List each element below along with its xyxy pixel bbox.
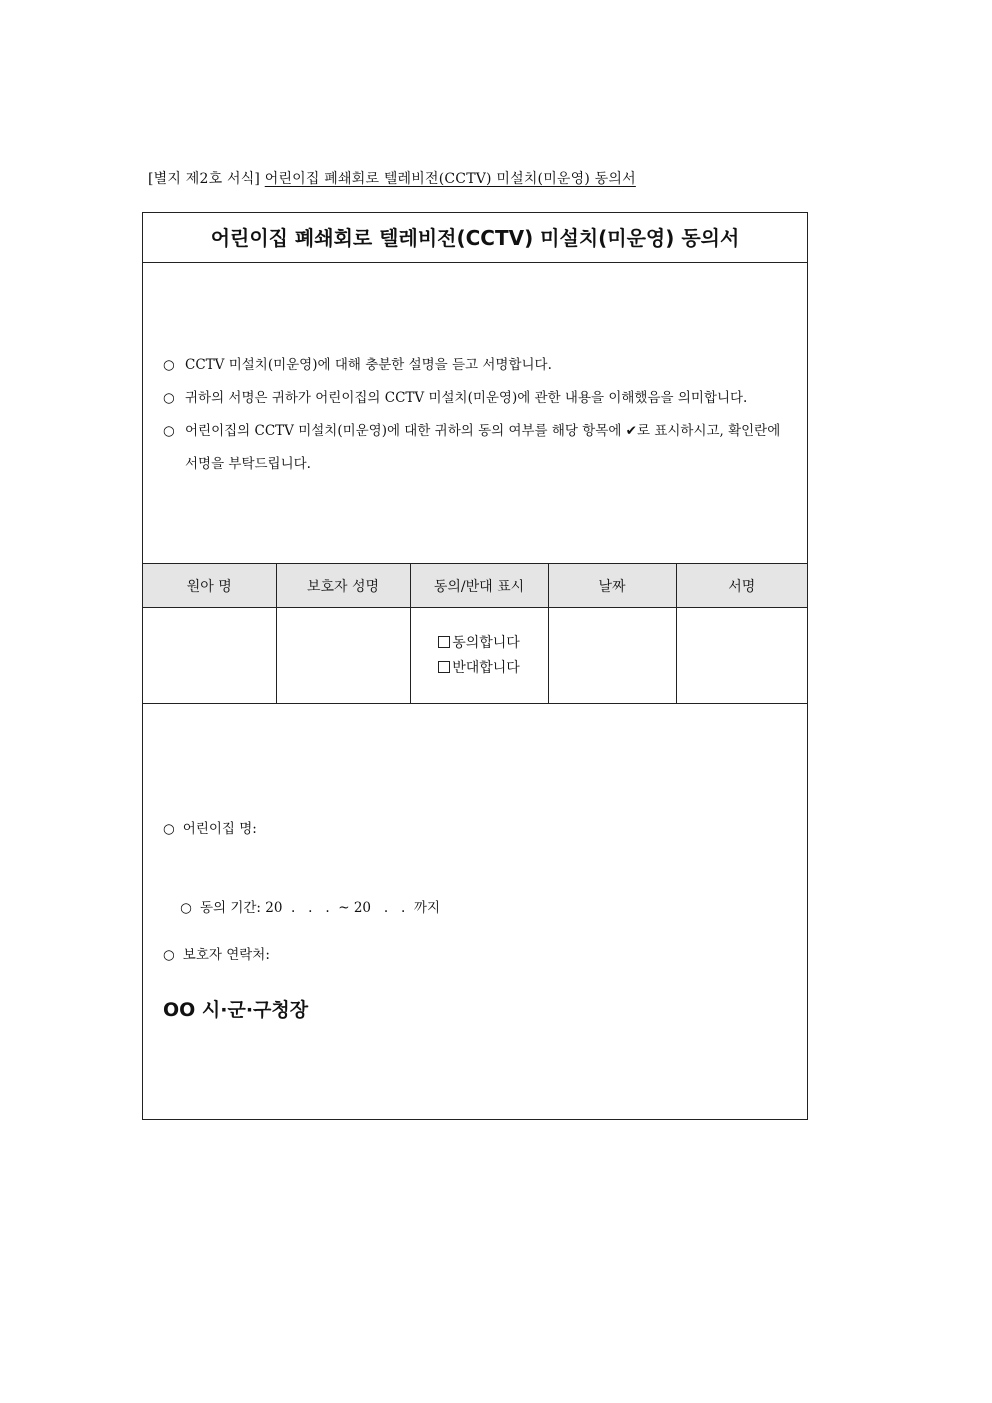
form-caption-title: 어린이집 폐쇄회로 텔레비전(CCTV) 미설치(미운영) 동의서 [264, 171, 636, 187]
header-child-name: 원아 명 [143, 564, 276, 608]
circle-bullet-icon: ○ [180, 900, 192, 916]
daycare-name-label: 어린이집 명: [182, 821, 257, 837]
note-item [163, 415, 793, 481]
header-date: 날짜 [548, 564, 676, 608]
circle-bullet-icon: ○ [163, 821, 175, 837]
consent-form [142, 212, 808, 1120]
signature-cell[interactable] [676, 608, 807, 704]
issuing-authority: OO 시·군·구청장 [163, 999, 309, 1021]
consent-period-line [163, 880, 440, 932]
note-item [163, 382, 793, 415]
note-item [163, 349, 793, 382]
agree-label: 동의합니다 [452, 634, 520, 651]
circle-bullet-icon: ○ [163, 357, 175, 373]
agree-option[interactable] [411, 631, 548, 656]
consent-mark-cell [410, 608, 548, 704]
disagree-label: 반대합니다 [452, 659, 520, 676]
table-header-row [143, 564, 807, 608]
disagree-option[interactable] [411, 656, 548, 681]
note-text: CCTV 미설치(미운영)에 대해 충분한 설명을 듣고 서명합니다. [185, 357, 552, 373]
agree-checkbox-icon[interactable] [438, 636, 450, 648]
date-cell[interactable] [548, 608, 676, 704]
disagree-checkbox-icon[interactable] [438, 661, 450, 673]
guardian-contact-label: 보호자 연락처: [182, 947, 270, 963]
circle-bullet-icon: ○ [163, 390, 175, 406]
header-consent-mark: 동의/반대 표시 [410, 564, 548, 608]
note-text: 귀하의 서명은 귀하가 어린이집의 CCTV 미설치(미운영)에 관한 내용을 이해했음을 의미합니다. [185, 390, 748, 406]
consent-table [143, 563, 807, 704]
form-number: [별지 제2호 서식] [148, 171, 261, 187]
consent-period-label: 동의 기간: 20 . . . ~ 20 . . 까지 [199, 900, 440, 916]
child-name-cell[interactable] [143, 608, 276, 704]
note-text: 어린이집의 CCTV 미설치(미운영)에 대한 귀하의 동의 여부를 해당 항목에 ✔로 표시하시고, 확인란에 서명을 부탁드립니다. [185, 423, 781, 472]
daycare-name-line [163, 817, 257, 837]
header-signature: 서명 [676, 564, 807, 608]
notes-section [163, 349, 793, 481]
guardian-name-cell[interactable] [276, 608, 410, 704]
circle-bullet-icon: ○ [163, 947, 175, 963]
circle-bullet-icon: ○ [163, 423, 175, 439]
form-title: 어린이집 폐쇄회로 텔레비전(CCTV) 미설치(미운영) 동의서 [143, 213, 807, 263]
guardian-contact-line [163, 943, 270, 963]
form-caption [148, 168, 636, 188]
header-guardian-name: 보호자 성명 [276, 564, 410, 608]
table-row [143, 608, 807, 704]
